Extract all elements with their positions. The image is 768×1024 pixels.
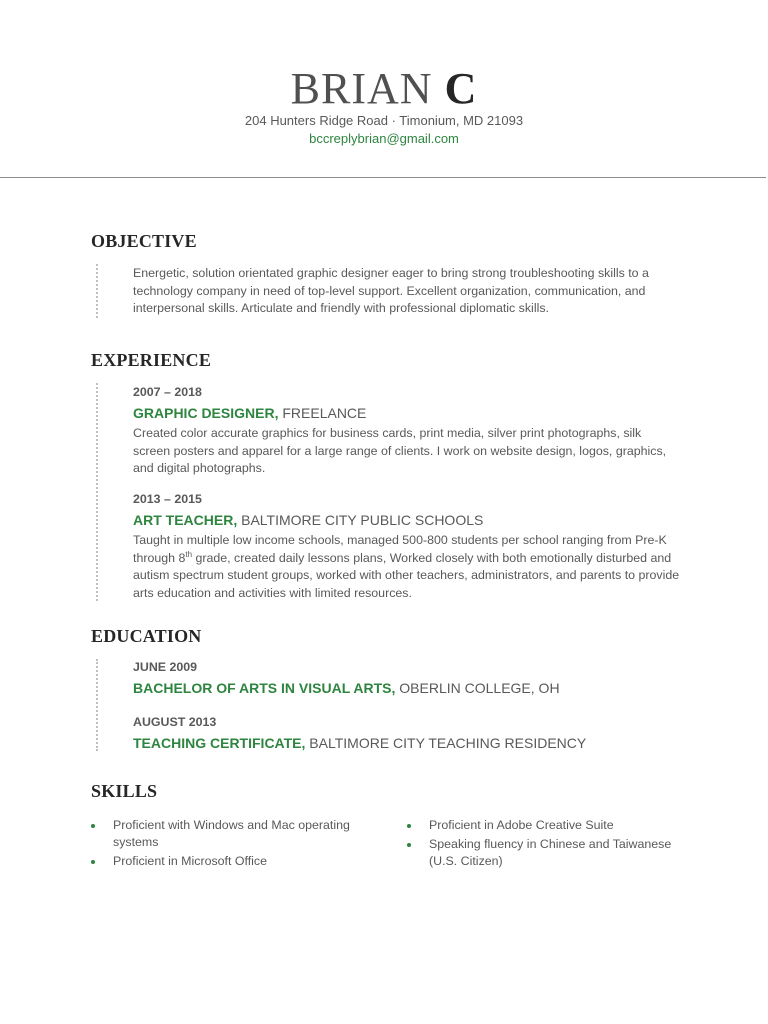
education-heading: EDUCATION bbox=[91, 626, 202, 646]
skills-list-left bbox=[91, 817, 376, 872]
skill-item bbox=[91, 853, 376, 870]
job-description-part-b: grade, created daily lessons plans, Worked closely with both emotionally disturbed and autism spectrum student groups, worked with other teachers, administrators, and parents to provide arts education and activities with limited resources. bbox=[133, 550, 680, 600]
header-divider bbox=[0, 177, 766, 178]
resume-name bbox=[0, 64, 768, 114]
education-degree: TEACHING CERTIFICATE, bbox=[133, 735, 306, 751]
job-description: Created color accurate graphics for business cards, print media, silver print photographs, silk screen posters and apparel for a large range of clients. I work on website design, logos, graphics, and digital photographs. bbox=[133, 426, 667, 475]
education-item-ba bbox=[133, 659, 693, 698]
education-degree: BACHELOR OF ARTS IN VISUAL ARTS, bbox=[133, 680, 396, 696]
skill-text: Proficient in Microsoft Office bbox=[113, 854, 268, 868]
job-graphic-designer bbox=[133, 384, 681, 478]
skill-item bbox=[91, 817, 376, 851]
job-org: FREELANCE bbox=[278, 405, 367, 421]
experience-heading: EXPERIENCE bbox=[91, 350, 212, 370]
education-date: AUGUST 2013 bbox=[133, 715, 217, 729]
skill-item bbox=[407, 817, 697, 834]
bullet-icon bbox=[91, 860, 95, 864]
experience-dotted-rule bbox=[96, 383, 98, 601]
ordinal-suffix: th bbox=[185, 549, 193, 559]
skills-list-right bbox=[407, 817, 697, 872]
job-title: ART TEACHER, bbox=[133, 512, 238, 528]
first-name: BRIAN bbox=[290, 64, 445, 113]
objective-dotted-rule bbox=[96, 264, 98, 318]
education-school: OBERLIN COLLEGE, OH bbox=[395, 680, 560, 696]
bullet-icon bbox=[407, 843, 411, 847]
education-degree-line bbox=[133, 678, 693, 698]
address: 204 Hunters Ridge Road · Timonium, MD 21093 bbox=[244, 113, 524, 128]
job-dates: 2007 – 2018 bbox=[133, 385, 202, 399]
bullet-icon bbox=[407, 824, 411, 828]
education-degree-line bbox=[133, 733, 693, 753]
job-description bbox=[133, 532, 681, 602]
education-school: BALTIMORE CITY TEACHING RESIDENCY bbox=[305, 735, 587, 751]
education-date: JUNE 2009 bbox=[133, 660, 198, 674]
objective-block bbox=[133, 265, 678, 318]
skills-heading: SKILLS bbox=[91, 781, 158, 801]
job-dates: 2013 – 2015 bbox=[133, 492, 202, 506]
objective-heading: OBJECTIVE bbox=[91, 231, 197, 251]
job-title: GRAPHIC DESIGNER, bbox=[133, 405, 279, 421]
skill-item bbox=[407, 836, 697, 870]
bullet-icon bbox=[91, 824, 95, 828]
job-role bbox=[133, 510, 681, 530]
objective-text: Energetic, solution orientated graphic designer eager to bring strong troubleshooting skills to a technology company in need of top-level support. Excellent organization, communication, and interpersonal skills. Articulate and friendly with professional diplomatic skills. bbox=[133, 266, 649, 315]
skill-text: Proficient with Windows and Mac operating systems bbox=[113, 818, 350, 849]
last-initial: C bbox=[444, 64, 478, 113]
job-role bbox=[133, 403, 681, 423]
education-item-cert bbox=[133, 714, 693, 753]
education-dotted-rule bbox=[96, 659, 98, 751]
job-description-part-a: Taught in multiple low income schools, managed 500-800 students per school ranging from Pre-K through 8 bbox=[133, 533, 667, 565]
job-art-teacher bbox=[133, 491, 681, 602]
skill-text: Proficient in Adobe Creative Suite bbox=[429, 818, 614, 832]
skill-text: Speaking fluency in Chinese and Taiwanese (U.S. Citizen) bbox=[429, 837, 672, 868]
job-org: BALTIMORE CITY PUBLIC SCHOOLS bbox=[237, 512, 484, 528]
email-link[interactable]: bccreplybrian@gmail.com bbox=[309, 131, 459, 146]
